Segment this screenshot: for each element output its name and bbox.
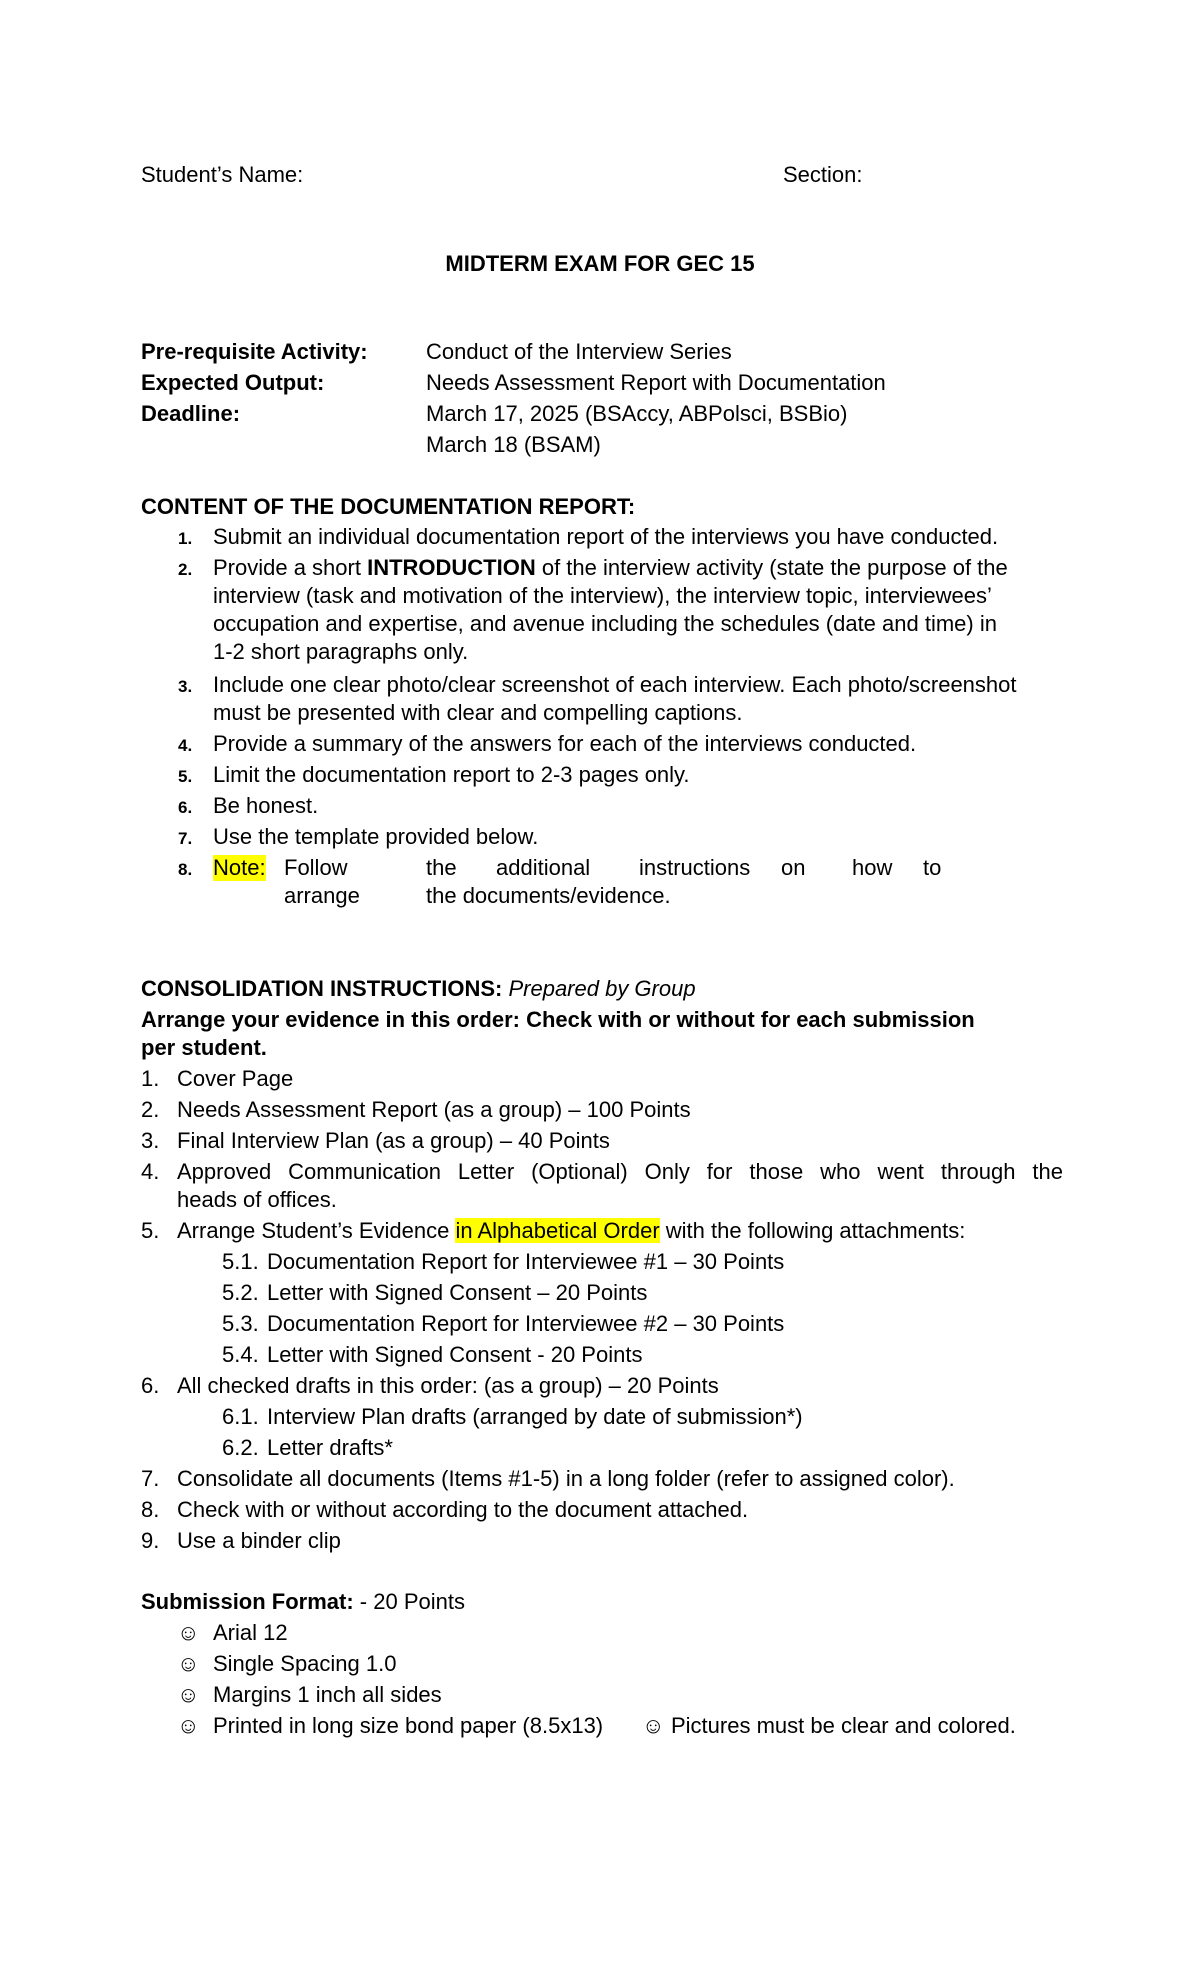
content-heading: CONTENT OF THE DOCUMENTATION REPORT:: [141, 494, 636, 519]
list-item: Use a binder clip: [177, 1528, 341, 1553]
arrange-instruction: Arrange your evidence in this order: Check with or without for each submission: [141, 1007, 975, 1032]
list-number: 1.: [141, 1066, 160, 1091]
list-item: All checked drafts in this order: (as a group) – 20 Points: [177, 1373, 719, 1398]
list-item: Submit an individual documentation report of the interviews you have conducted.: [213, 524, 999, 549]
student-name-label: Student’s Name:: [141, 162, 304, 187]
sub-list-item: Documentation Report for Interviewee #2 – 30 Points: [267, 1311, 785, 1336]
note-word: Follow: [284, 855, 348, 880]
format-item: Single Spacing 1.0: [213, 1651, 397, 1676]
list-item: Approved Communication Letter (Optional) Only for those who went through the: [177, 1159, 1063, 1184]
format-item: Margins 1 inch all sides: [213, 1682, 442, 1707]
list-number: 7.: [141, 1466, 160, 1491]
list-item: Be honest.: [213, 793, 319, 818]
list-item: Limit the documentation report to 2-3 pages only.: [213, 762, 690, 787]
note-word: arrange: [284, 883, 360, 908]
prerequisite-value: Conduct of the Interview Series: [426, 339, 732, 364]
submission-format-heading: Submission Format: - 20 Points: [141, 1589, 465, 1614]
list-number: 8.: [178, 860, 193, 879]
list-number: 6.: [178, 798, 193, 817]
smiley-bullet-icon: ☺: [177, 1620, 200, 1645]
smiley-bullet-icon: ☺: [177, 1682, 200, 1707]
smiley-bullet-icon: ☺: [177, 1651, 200, 1676]
consolidation-heading: CONSOLIDATION INSTRUCTIONS: Prepared by Group: [141, 976, 696, 1001]
list-number: 1.: [178, 529, 193, 548]
list-number: 4.: [178, 736, 193, 755]
list-item: Include one clear photo/clear screenshot of each interview. Each photo/screenshot: [213, 672, 1017, 697]
list-number: 3.: [141, 1128, 160, 1153]
list-item: Cover Page: [177, 1066, 294, 1091]
list-number: 5.: [141, 1218, 160, 1243]
list-item: Use the template provided below.: [213, 824, 539, 849]
format-item: Printed in long size bond paper (8.5x13): [213, 1713, 604, 1738]
note-word: to: [923, 855, 942, 880]
sub-list-item: Letter with Signed Consent - 20 Points: [267, 1342, 643, 1367]
smiley-bullet-icon: ☺: [177, 1713, 200, 1738]
list-item-continuation: 1-2 short paragraphs only.: [213, 639, 469, 664]
list-item: Provide a short INTRODUCTION of the interview activity (state the purpose of the: [213, 555, 1008, 580]
deadline-value-2: March 18 (BSAM): [426, 432, 601, 457]
list-number: 4.: [141, 1159, 160, 1184]
list-number: 2.: [141, 1097, 160, 1122]
list-item: Arrange Student’s Evidence in Alphabetical Order with the following attachments:: [177, 1218, 966, 1243]
list-number: 7.: [178, 829, 193, 848]
list-item: Consolidate all documents (Items #1-5) in a long folder (refer to assigned color).: [177, 1466, 955, 1491]
list-number: 3.: [178, 677, 193, 696]
list-number: 2.: [178, 560, 193, 579]
list-item-continuation: must be presented with clear and compelling captions.: [213, 700, 743, 725]
note-word: the: [426, 855, 457, 880]
list-item: Check with or without according to the document attached.: [177, 1497, 749, 1522]
prerequisite-label: Pre-requisite Activity:: [141, 339, 368, 364]
note-word: instructions: [639, 855, 751, 880]
section-label: Section:: [783, 162, 863, 187]
smiley-bullet-icon: ☺: [642, 1713, 665, 1738]
list-item: Needs Assessment Report (as a group) – 100 Points: [177, 1097, 691, 1122]
list-number: 9.: [141, 1528, 160, 1553]
sub-list-number: 5.3.: [222, 1311, 259, 1336]
format-item: Pictures must be clear and colored.: [671, 1713, 1016, 1738]
sub-list-number: 5.1.: [222, 1249, 259, 1274]
list-number: 5.: [178, 767, 193, 786]
format-item: Arial 12: [213, 1620, 288, 1645]
note-word: how: [852, 855, 893, 880]
sub-list-item: Letter drafts*: [267, 1435, 393, 1460]
output-value: Needs Assessment Report with Documentation: [426, 370, 886, 395]
list-item-continuation: occupation and expertise, and avenue including the schedules (date and time) in: [213, 611, 997, 636]
arrange-instruction-continuation: per student.: [141, 1035, 267, 1060]
sub-list-number: 6.2.: [222, 1435, 259, 1460]
note-word: on: [781, 855, 806, 880]
list-item-continuation: heads of offices.: [177, 1187, 337, 1212]
sub-list-number: 5.4.: [222, 1342, 259, 1367]
list-item: Final Interview Plan (as a group) – 40 Points: [177, 1128, 610, 1153]
note-word: additional: [496, 855, 591, 880]
note-label: Note:: [213, 855, 266, 880]
list-item: Provide a summary of the answers for each of the interviews conducted.: [213, 731, 917, 756]
output-label: Expected Output:: [141, 370, 325, 395]
sub-list-number: 5.2.: [222, 1280, 259, 1305]
sub-list-item: Interview Plan drafts (arranged by date of submission*): [267, 1404, 803, 1429]
alphabetical-highlight: in Alphabetical Order: [455, 1218, 660, 1243]
sub-list-item: Documentation Report for Interviewee #1 – 30 Points: [267, 1249, 785, 1274]
list-number: 6.: [141, 1373, 160, 1398]
page-title: MIDTERM EXAM FOR GEC 15: [445, 251, 755, 276]
deadline-label: Deadline:: [141, 401, 241, 426]
list-item-continuation: interview (task and motivation of the interview), the interview topic, interviewees’: [213, 583, 992, 608]
note-word: the documents/evidence.: [426, 883, 671, 908]
sub-list-item: Letter with Signed Consent – 20 Points: [267, 1280, 648, 1305]
sub-list-number: 6.1.: [222, 1404, 259, 1429]
list-number: 8.: [141, 1497, 160, 1522]
deadline-value-1: March 17, 2025 (BSAccy, ABPolsci, BSBio): [426, 401, 848, 426]
